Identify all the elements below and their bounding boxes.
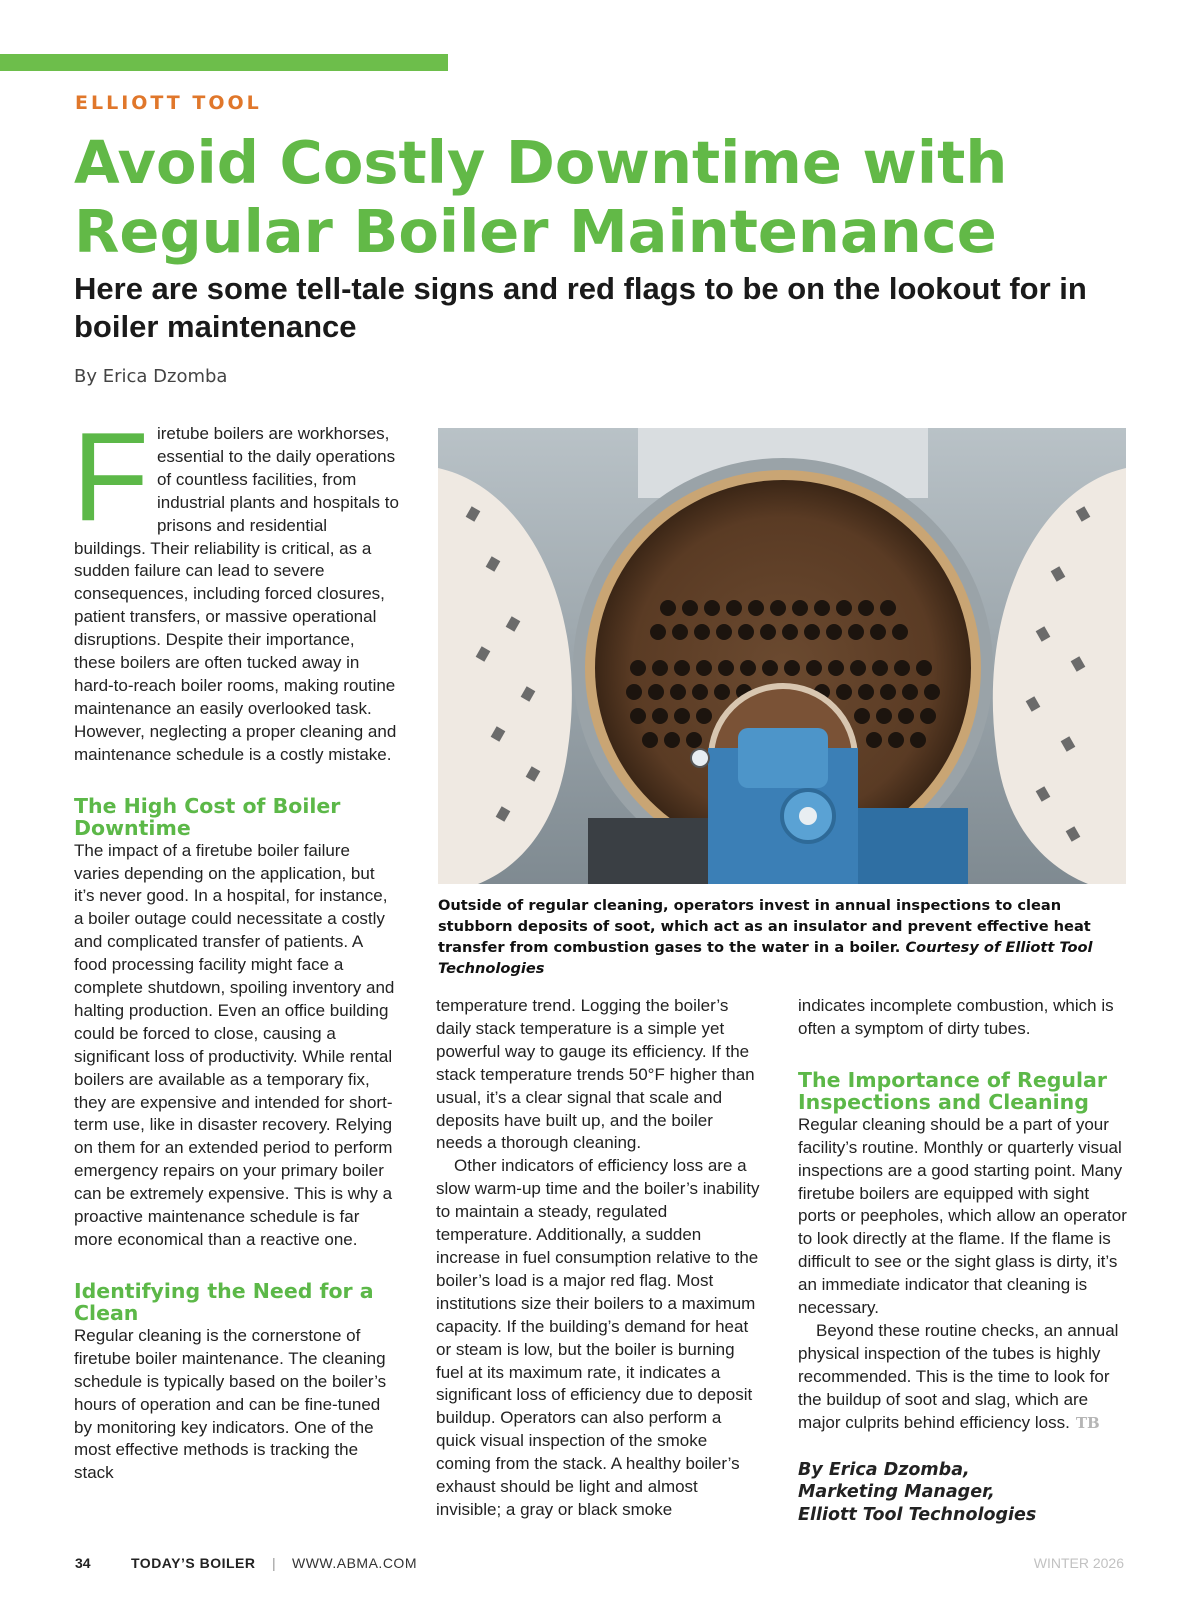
importance-paragraph-2-text: Beyond these routine checks, an annual physical inspection of the tubes is highly recommended. This is the time to look for the buildup of soot and slag, which are major culprits behind efficiency loss. [798, 1320, 1119, 1432]
section-heading-high-cost: The High Cost of Boiler Downtime [74, 793, 341, 841]
boiler-photo [438, 428, 1126, 884]
signature-company: Elliott Tool Technologies [798, 1504, 1037, 1525]
issue-date: WINTER 2026 [1033, 1555, 1124, 1571]
photo-credit: Courtesy of Elliott Tool Technologies [438, 939, 1093, 977]
photo-caption [438, 895, 1128, 979]
signature-title: Marketing Manager, [798, 1482, 995, 1502]
caption-text: Outside of regular cleaning, operators invest in annual inspections to clean stubborn deposits of soot, which act as an insulator and prevent effective heat transfer from combustion gases to the water in a boiler. [438, 897, 1091, 956]
high-cost-paragraph: The impact of a firetube boiler failure varies depending on the application, but it’s never good. In a hospital, for instance, a boiler outage could necessitate a costly and complicated transfer of patients. A food processing facility might face a complete shutdown, spoiling inventory and halting production. Even an office building could be forced to close, causing a significant loss of productivity. While rental boilers are available as a temporary fix, they are expensive and intended for short-term use, like in disaster recovery. Relying on them for an extended period to perform emergency repairs on your primary boiler can be extremely expensive. This is why a proactive maintenance schedule is far more economical than a reactive one. [74, 840, 395, 1249]
footer-separator: | [272, 1555, 276, 1571]
page-number: 34 [75, 1555, 91, 1571]
importance-paragraph-1: Regular cleaning should be a part of your facility’s routine. Monthly or quarterly visual inspections are a good starting point. Many firetube boilers are equipped with sight ports or peepholes, which allow an operator to look directly at the flame. If the flame is difficult to see or the sight glass is dirty, it’s an immediate indicator that cleaning is necessary. [798, 1114, 1127, 1318]
column-1 [72, 406, 399, 1485]
column-2 [436, 995, 761, 1522]
column-3 [798, 995, 1128, 1526]
author-signature [798, 1459, 1128, 1527]
identifying-paragraph-start: Regular cleaning is the cornerstone of firetube boiler maintenance. The cleaning schedule is typically based on the boiler’s hours of operation and can be fine-tuned by monitoring key indicators. One of the most effective methods is tracking the stack [74, 1325, 387, 1483]
efficiency-indicators-paragraph: Other indicators of efficiency loss are a slow warm-up time and the boiler’s inability to maintain a steady, regulated temperature. Additionally, a sudden increase in fuel consumption relative to the boiler’s load is a major red flag. Most institutions size their boilers to a maximum capacity. If the building’s demand for heat or steam is low, but the boiler is burning fuel at its maximum rate, it indicates a significant loss of efficiency due to deposit buildup. Operators can also perform a quick visual inspection of the smoke coming from the stack. A healthy boiler’s exhaust should be light and almost invisible; a gray or black smoke [436, 1156, 760, 1519]
magazine-name: TODAY’S BOILER [131, 1555, 256, 1571]
section-heading-identifying: Identifying the Need for a Clean [74, 1278, 374, 1326]
drop-cap: F [72, 406, 149, 547]
importance-paragraph-2 [798, 1320, 1128, 1435]
section-kicker: ELLIOTT TOOL [75, 92, 262, 114]
intro-paragraph: iretube boilers are workhorses, essential to the daily operations of countless facilities, from industrial plants and hospitals to prisons and residential buildings. Their reliability is critical, as a sudden failure can lead to severe consequences, including forced closures, patient transfers, or massive operational disruptions. Despite their importance, these boilers are often tucked away in hard-to-reach boiler rooms, making routine maintenance an easily overlooked task. However, neglecting a proper cleaning and maintenance schedule is a costly mistake. [74, 424, 399, 764]
section-heading-importance: The Importance of Regular Inspections and Cleaning [798, 1067, 1107, 1115]
efficiency-indicators-continued: indicates incomplete combustion, which is often a symptom of dirty tubes. [798, 996, 1114, 1038]
article-subtitle: Here are some tell-tale signs and red flags to be on the lookout for in boiler maintenance [74, 271, 1087, 344]
accent-bar [0, 54, 448, 71]
byline: By Erica Dzomba [74, 366, 228, 387]
end-mark: TB [1075, 1413, 1100, 1432]
article-title: Avoid Costly Downtime with Regular Boiler Maintenance [74, 128, 1008, 266]
identifying-paragraph-continued: temperature trend. Logging the boiler’s daily stack temperature is a simple yet powerful way to gauge its efficiency. If the stack temperature trends 50°F higher than usual, it’s a clear signal that scale and deposits have built up, and the boiler needs a thorough cleaning. [436, 996, 755, 1153]
website-link[interactable]: WWW.ABMA.COM [292, 1555, 417, 1571]
signature-name: By Erica Dzomba, [798, 1459, 970, 1480]
boiler-illustration [438, 428, 1126, 884]
